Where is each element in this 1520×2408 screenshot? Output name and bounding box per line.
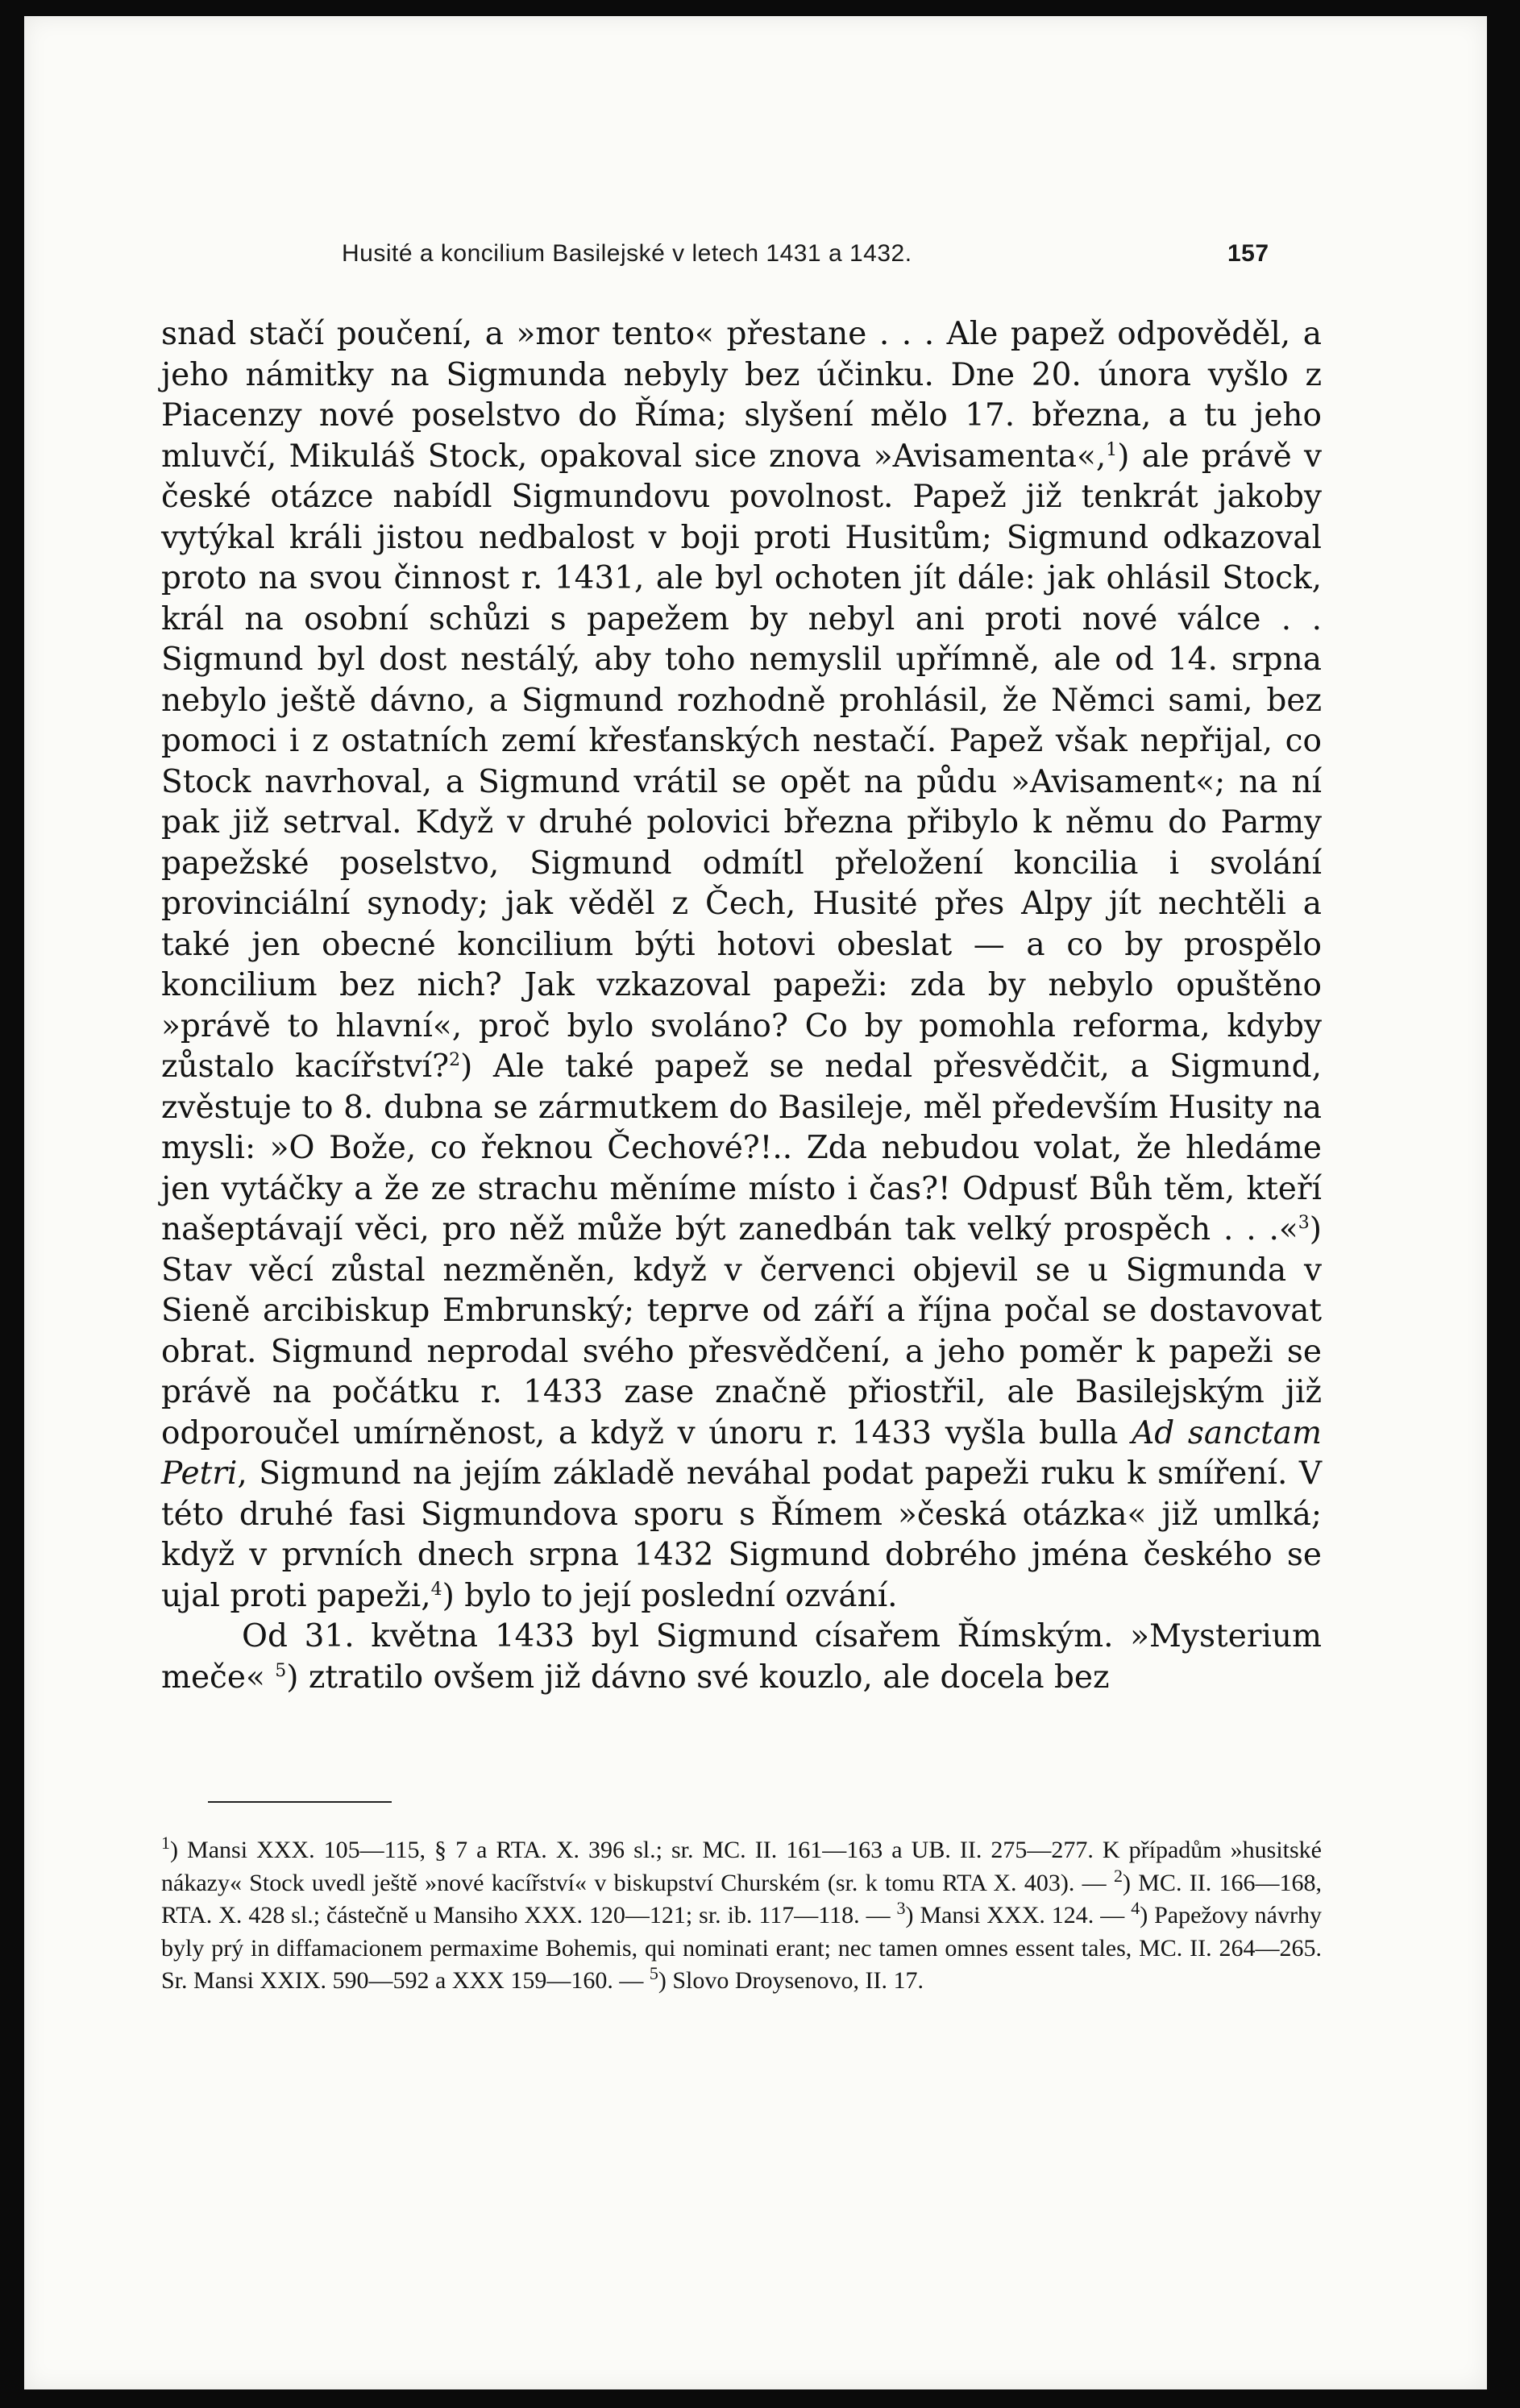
text-run: ) ale právě v české otázce nabídl Sigmundovu povolnost. Papež již tenkrát jakoby vytýkal králi jistou nedbalost v boji proti Husitům; Sigmund odkazoval proto na svou činnost r. 1431, ale byl ochoten jít dále: jak ohlásil Stock, král na osobní schůzi s papežem by nebyl ani proti nové válce . . Sigmund byl dost nestálý, aby toho nemyslil upřímně, ale od 14. srpna nebylo ještě dávno, a Sigmund rozhodně prohlásil, že Němci sami, bez pomoci i z ostatních zemí křesťanských nestačí. Papež však nepřijal, co Stock navrhoval, a Sigmund vrátil se opět na půdu »Avisament«; na ní pak již setrval. Když v druhé polovici března přibylo k němu do Parmy papežské poselstvo, Sigmund odmítl přeložení koncilia i svolání provinciální synody; jak věděl z Čech, Husité přes Alpy jít nechtěli a také jen obecné koncilium býti hotovi obeslat — a co by prospělo koncilium bez nich? Jak vzkazoval papeži: zda by nebylo opuštěno »právě to hlavní«, proč bylo svoláno? Co by pomohla reforma, kdyby zůstalo kacířství? [161, 438, 1322, 1085]
footnote-text: ) Papežovy návrhy byly prý in diffamacionem permaxime Bohemis, qui nominati erant; nec tamen omnes essent tales, MC. II. 264—265. Sr. Mansi XXIX. 590—592 a XXX 159—160. — [161, 1902, 1322, 1994]
footnotes [161, 1834, 1322, 1998]
text-run: snad stačí poučení, a »mor tento« přestane . . . Ale papež odpověděl, a jeho námitky na Sigmunda nebyly bez účinku. Dne 20. února vyšlo z Piacenzy nové poselstvo do Říma; slyšení mělo 17. března, a tu jeho mluvčí, Mikuláš Stock, opakoval sice znova »Avisamenta«, [161, 316, 1322, 475]
italic-title: Ad sanctam Petri [161, 1414, 1322, 1492]
footnote-text: ) Mansi XXX. 124. — [905, 1902, 1125, 1928]
body-text [161, 314, 1322, 1698]
text-run: ) ztratilo ovšem již dávno své kouzlo, ale docela bez [286, 1659, 1110, 1696]
text-run: ) Ale také papež se nedal přesvědčit, a Sigmund, zvěstuje to 8. dubna se zármutkem do Basileje, měl především Husity na mysli: »O Bože, co řeknou Čechové?!.. Zda nebudou volat, že hledáme jen vytáčky a že ze strachu měníme místo i čas?! Odpusť Bůh těm, kteří našeptávají věci, pro něž může být zanedbán tak velký prospěch . . .« [161, 1048, 1322, 1248]
paragraph [161, 314, 1322, 1617]
page-number: 157 [1227, 240, 1269, 267]
footnote-marker: 2 [1113, 1865, 1123, 1886]
footnote-marker: 5 [649, 1963, 658, 1983]
footnote-ref: 2 [449, 1050, 461, 1070]
text-run: ) bylo to její poslední ozvání. [442, 1577, 898, 1614]
footnote-marker: 3 [896, 1898, 906, 1918]
text-run: ) Stav věcí zůstal nezměněn, když v červenci objevil se u Sigmunda v Sieně arcibiskup Embrunský; teprve od září a října počal se dostavovat obrat. Sigmund neprodal svého přesvědčení, a jeho poměr k papeži se právě na počátku r. 1433 zase značně přiostřil, ale Basilejským již odporoučel umírněnost, a když v únoru r. 1433 vyšla bulla [161, 1211, 1322, 1451]
paragraph [161, 1617, 1322, 1698]
footnote-rule [208, 1801, 392, 1803]
footnote-marker: 4 [1131, 1898, 1140, 1918]
page [24, 16, 1487, 2389]
footnote-text: ) Slovo Droysenovo, II. 17. [658, 1967, 924, 1994]
footnote-block [161, 1834, 1322, 1998]
footnote-text: ) MC. II. 166—168, RTA. X. 428 sl.; částečně u Mansiho XXX. 120—121; sr. ib. 117—118. — [161, 1869, 1323, 1928]
footnote-marker: 1 [161, 1833, 170, 1853]
footnote-ref: 1 [1106, 439, 1118, 460]
text-run: Od 31. května 1433 byl Sigmund císařem Římským. »Mysterium meče« [161, 1618, 1322, 1696]
running-title: Husité a koncilium Basilejské v letech 1431 a 1432. [342, 240, 912, 267]
footnote-text: ) Mansi XXX. 105—115, § 7 a RTA. X. 396 sl.; sr. MC. II. 161—163 a UB. II. 275—277. K případům »husitské nákazy« Stock uvedl ještě »nové kacířství« v biskupství Churském (sr. k tomu RTA X. 403). — [161, 1837, 1322, 1896]
footnote-ref: 5 [275, 1660, 287, 1681]
footnote-ref: 4 [430, 1579, 442, 1600]
text-run: , Sigmund na jejím základě neváhal podat papeži ruku k smíření. V této druhé fasi Sigmundova sporu s Římem »česká otázka« již umlká; když v prvních dnech srpna 1432 Sigmund dobrého jména českého se ujal proti papeži, [161, 1455, 1322, 1614]
footnote-ref: 3 [1298, 1213, 1310, 1233]
